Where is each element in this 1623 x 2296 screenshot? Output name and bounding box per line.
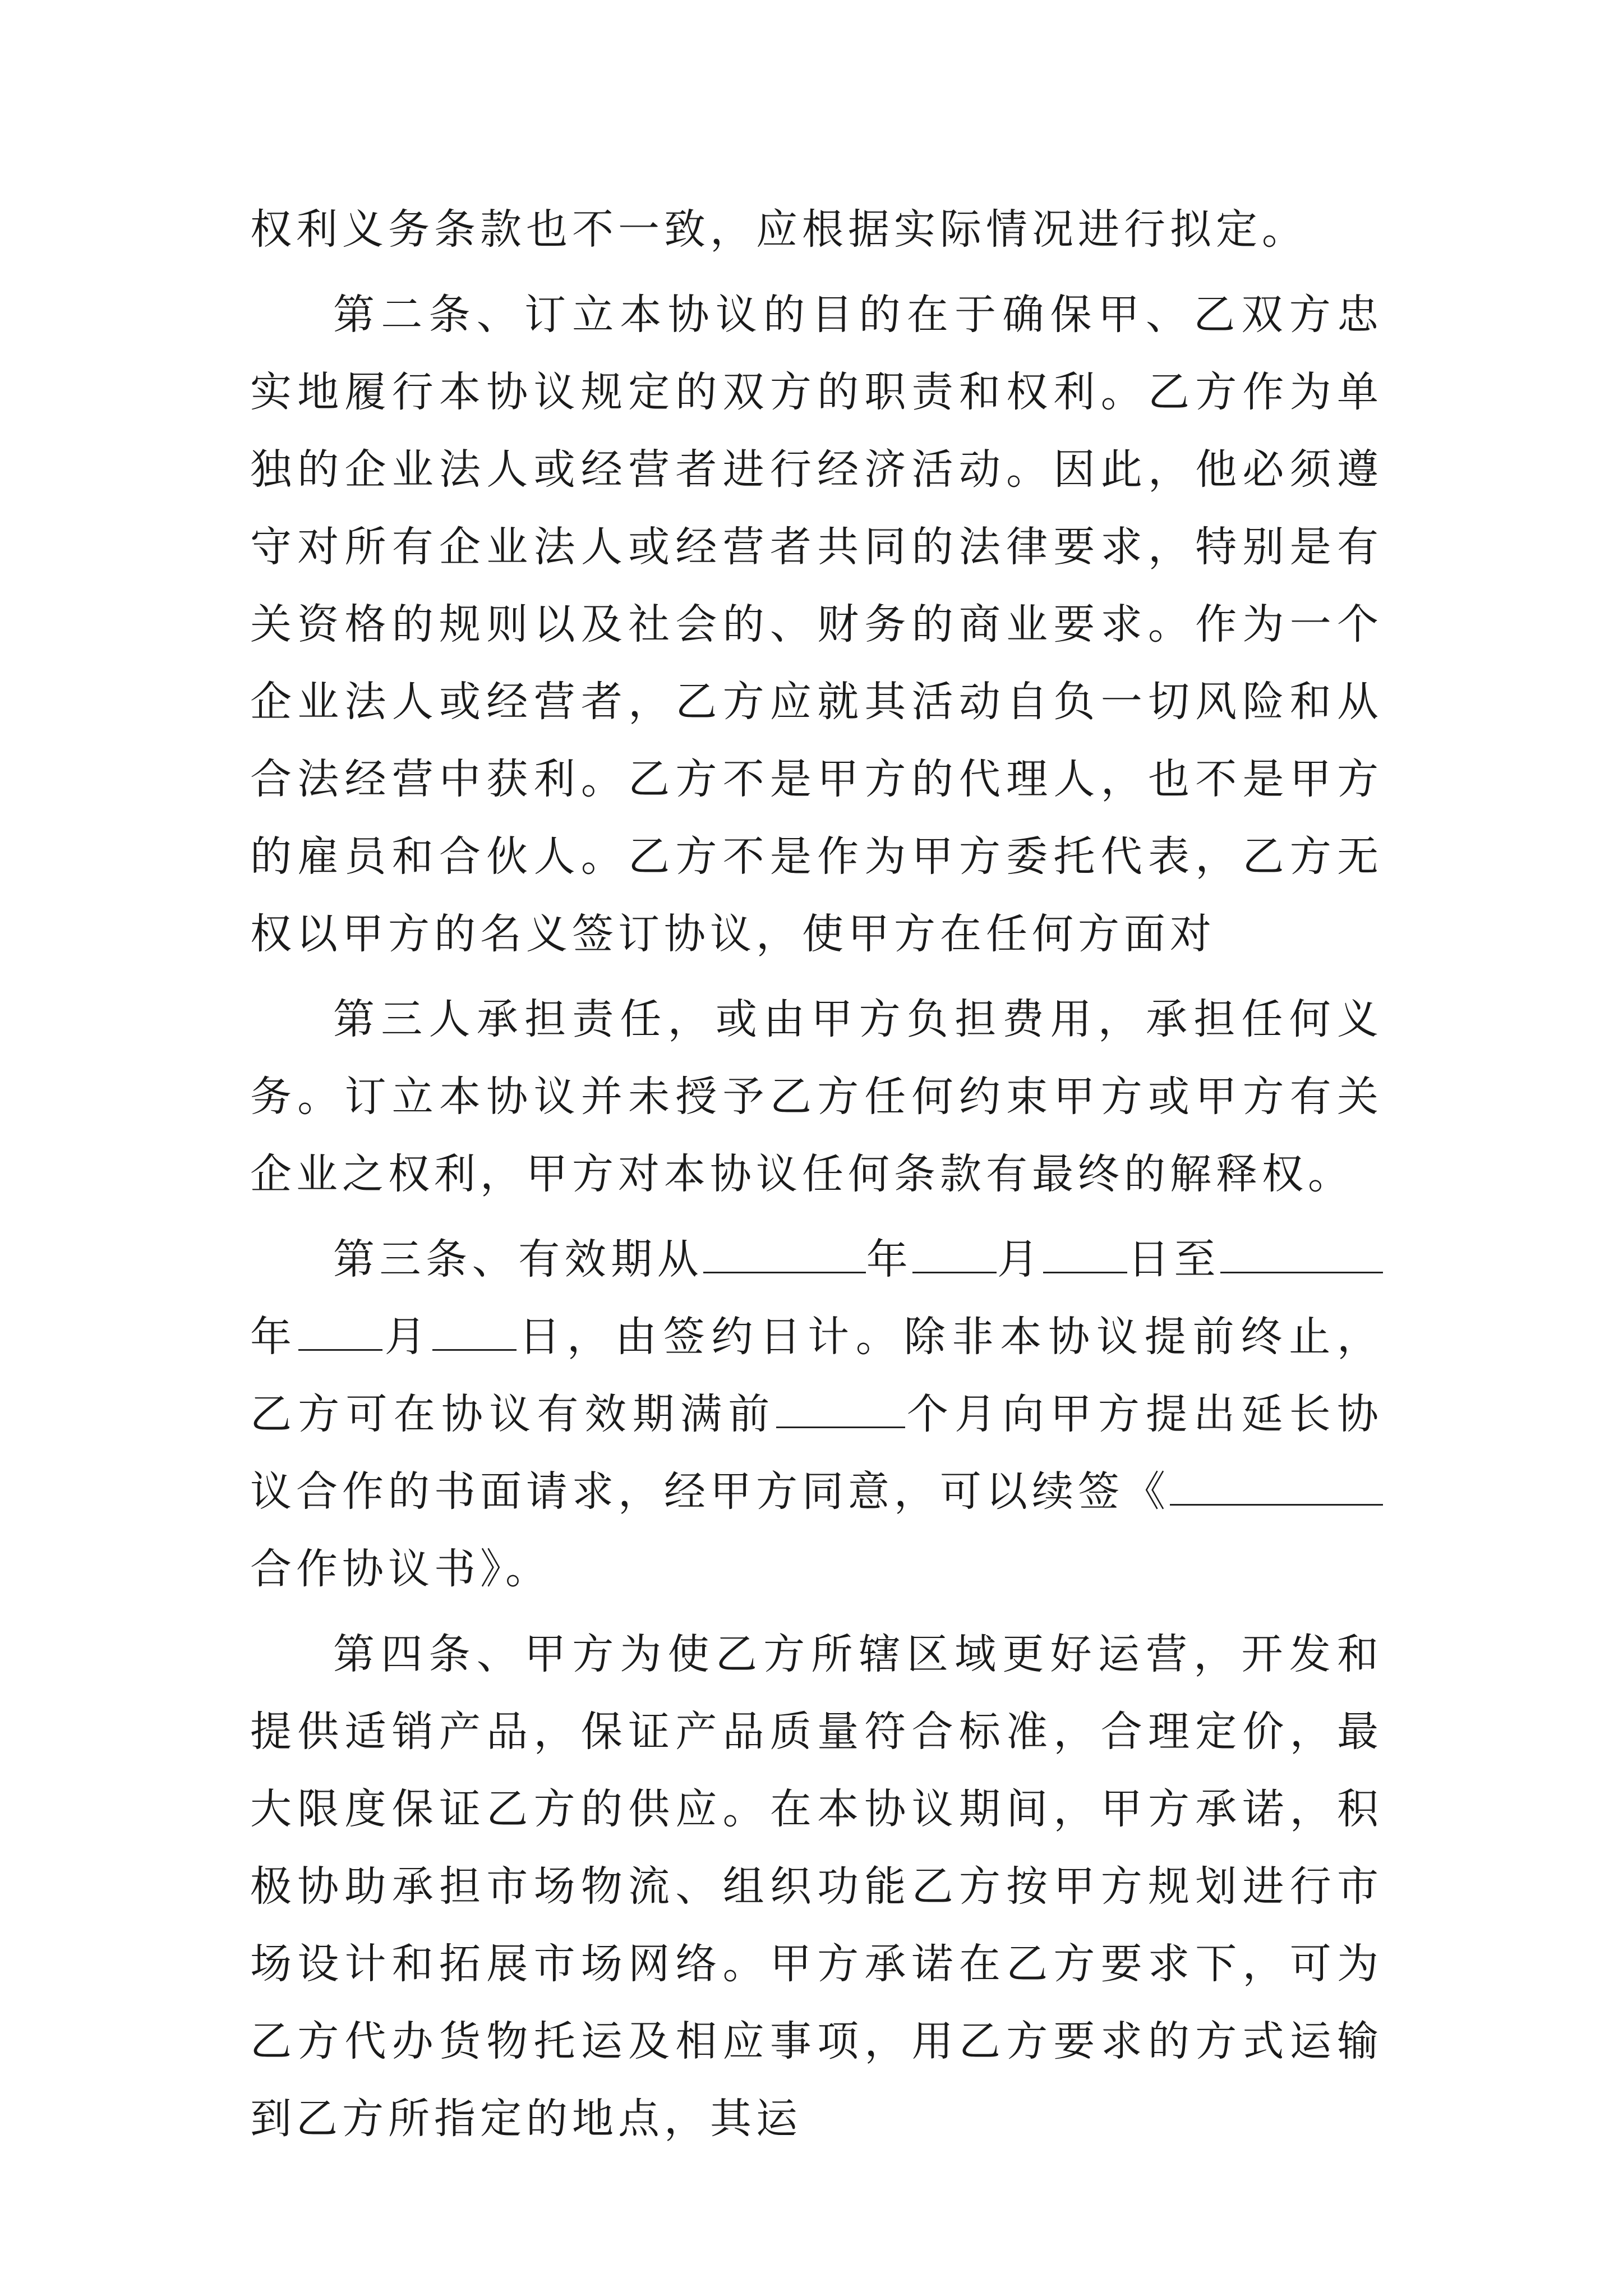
paragraph-article-2-cont: 第三人承担责任，或由甲方负担费用，承担任何义务。订立本协议并未授予乙方任何约束甲方或甲方有关企业之权利，甲方对本协议任何条款有最终的解释权。 (250, 995, 1383, 1198)
article-3-text-a: 第三条、有效期从 (333, 1235, 704, 1283)
paragraph-article-2: 第二条、订立本协议的目的在于确保甲、乙双方忠实地履行本协议规定的双方的职责和权利。乙方作为单独的企业法人或经营者进行经济活动。因此，他必须遵守对所有企业法人或经营者共同的法律要求，特别是有关资格的规则以及社会的、财务的商业要求。作为一个企业法人或经营者，乙方应就其活动自负一切风险和从合法经营中获利。乙方不是甲方的代理人，也不是甲方的雇员和合伙人。乙方不是作为甲方委托代表，乙方无权以甲方的名义签订协议，使甲方在任何方面对 (250, 291, 1383, 958)
blank-start-month (912, 1235, 997, 1273)
paragraph-article-3 (250, 1221, 1383, 1608)
blank-end-year (1220, 1235, 1383, 1273)
blank-start-year (703, 1235, 866, 1273)
article-3-text-c: 月 (997, 1235, 1044, 1283)
article-3-text-b: 年 (866, 1235, 913, 1283)
blank-end-day (432, 1312, 517, 1351)
article-3-text-f: 月 (382, 1313, 433, 1361)
blank-start-day (1043, 1235, 1127, 1273)
article-3-text-d: 日至 (1127, 1235, 1221, 1283)
article-3-text-h: 个月向甲方提出延长协议合作的书面请求，经甲方同意，可以续签《 (250, 1390, 1384, 1516)
blank-end-month (298, 1312, 382, 1351)
article-3-text-e: 年 (250, 1313, 298, 1361)
article-3-text-g: 日，由签约日计。除非本协议提前终止，乙方可在协议有效期满前 (250, 1313, 1384, 1438)
blank-agreement-name (1170, 1467, 1383, 1506)
paragraph-article-4: 第四条、甲方为使乙方所辖区域更好运营，开发和提供适销产品，保证产品质量符合标准，合理定价，最大限度保证乙方的供应。在本协议期间，甲方承诺，积极协助承担市场物流、组织功能乙方按甲方规划进行市场设计和拓展市场网络。甲方承诺在乙方要求下，可为乙方代办货物托运及相应事项，用乙方要求的方式运输到乙方所指定的地点，其运 (250, 1630, 1383, 2143)
document-body (250, 191, 1383, 2165)
blank-months (776, 1389, 905, 1428)
article-3-text-i: 合作协议书》。 (250, 1545, 551, 1593)
paragraph-continuation: 权利义务条款也不一致，应根据实际情况进行拟定。 (250, 205, 1308, 254)
